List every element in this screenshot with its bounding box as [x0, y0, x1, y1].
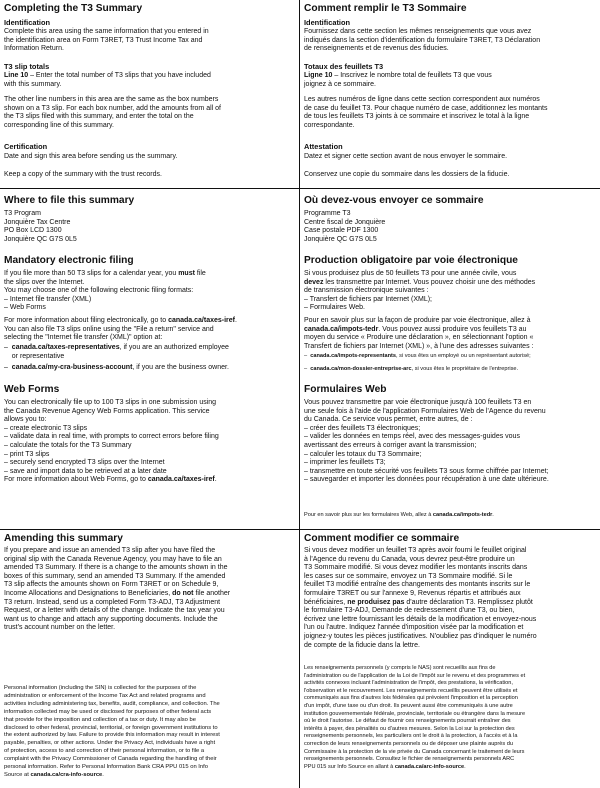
completing-title-fr: Comment remplir le T3 Sommaire: [304, 3, 467, 14]
privacy-notice: Personal information (including the SIN) is collected for the purposes of the administration or enforcement of the Income Tax Act and related programs and activities including administering tax, benefits, audit, compliance, and collection. The information collected may be used or disclosed for purposes of other federal acts that provide for the imposition and collection of a tax or duty. It may also be disclosed to other federal, provincial, territorial, or foreign government institutions to the extent authorized by law. Failure to provide this information may result in interest payable, penalties, or other actions. Under the Privacy Act, individuals have a right of protection, access to and correction of their personal information, or to file a complaint with the Privacy Commissioner of Canada regarding the handling of their personal information. Refer to Personal Information Bank CRA PPU 015 on Info Source at canada.ca/cra-info-source.: [4, 685, 220, 778]
mailing-address-fr: Programme T3 Centre fiscal de Jonquière Case postale PDF 1300 Jonquière QC G7S 0L5: [304, 210, 386, 243]
impots-tedr-link[interactable]: canada.ca/impots-tedr: [432, 512, 493, 518]
column-divider: [299, 188, 300, 529]
webforms-text-fr: Vous pouvez transmettre par voie électronique jusqu'à 100 feuillets T3 en une seule fois à l'aide de l'application Formulaires Web de l'Agence du revenu du Canada. Ce service vous permet, entre autres, de : – créer des feuillets T3 électroniques; – valider les données en temps réel, avec des messages-guides vous avertissant des erreurs à corriger avant la transmission; – calculer les totaux du T3 Sommaire; – imprimer les feuillets T3; – transmettre en toute sécurité vos feuillets T3 sous forme chiffrée par Internet; – sauvegarder et importer les données pour récupération à une date ultérieure.: [304, 399, 549, 484]
identification-text-fr: Fournissez dans cette section les mêmes renseignements que vous avez indiqués dans la section d'identification du formulaire T3RET, T3 Déclaration de renseignements et de revenus des fiducies.: [304, 28, 541, 53]
my-cra-business-account-link[interactable]: canada.ca/my-cra-business-account: [11, 364, 133, 371]
identification-heading-fr: Identification: [304, 18, 350, 27]
mandatory-text-fr: Si vous produisez plus de 50 feuillets T3 pour une année civile, vous devez les transmettre par Internet. Vous pouvez choisir une des méthodes de transmission électronique suivantes : – Transfert de fichiers par Internet (XML); – Formulaires Web.: [304, 270, 536, 312]
certification-heading-fr: Attestation: [304, 142, 343, 151]
certification-text: Date and sign this area before sending us the summary.: [4, 153, 178, 160]
section-divider: [0, 529, 600, 530]
certification-heading: Certification: [4, 142, 48, 151]
certification-text-fr: Datez et signer cette section avant de nous envoyer le sommaire.: [304, 153, 508, 160]
cra-info-source-link[interactable]: canada.ca/cra-info-source: [30, 771, 103, 778]
privacy-notice-fr: Les renseignements personnels (y compris le NAS) sont recueillis aux fins de l'administration ou de l'application de la Loi de l'impôt sur le revenu et des programmes et activités connexes incluant l'administration de l'impôt, des prestations, la vérification, l'observation et le recouvrement. Les renseignements recueillis peuvent être utilisés et communiqués aux fins d'autres lois fédérales qui prévoient l'imposition et la perception d'un impôt, d'une taxe ou d'un droit. Ils peuvent aussi être communiqués à une autre institution gouvernementale fédérale, provinciale, territoriale ou étrangère dans la mesure où le droit l'autorise. Le défaut de fournir ces renseignements pourrait entraîner des intérêts à payer, des pénalités ou d'autres mesures. Selon la Loi sur la protection des renseignements personnels, les particuliers ont le droit à la protection, à l'accès et à la correction de leurs renseignements personnels ou de déposer une plainte auprès du Commissaire à la protection de la vie privée du Canada concernant le traitement de leurs renseignements personnels. Consultez le fichier de renseignements personnels ARC PPU 015 sur Info Source en allant à canada.ca/arc-info-source.: [304, 665, 526, 770]
webforms-title-fr: Formulaires Web: [304, 384, 387, 395]
amending-text: If you prepare and issue an amended T3 slip after you have filed the original slip with the Canada Revenue Agency, you may have to file an amended T3 Summary. If there is a change to the amounts shown in the boxes of this summary, send an amended T3 Summary. If the amended T3 slip affects the amounts shown on Form T3RET or on Schedule 9, Income Allocations and Designations to Beneficiaries, do not file another T3 return. Instead, send us a completed Form T3-ADJ, T3 Adjustment Request, or a letter with details of the change. Indicate the tax year you want us to change and attach any supporting documents. Include the trust's account number on the letter.: [4, 547, 231, 632]
where-title: Where to file this summary: [4, 195, 135, 206]
amending-title: Amending this summary: [4, 533, 123, 544]
completing-title: Completing the T3 Summary: [4, 3, 143, 14]
impots-tedr-link[interactable]: canada.ca/impots-tedr: [304, 325, 379, 333]
column-divider: [299, 529, 300, 788]
section-divider: [0, 188, 600, 189]
representatives-bullet-fr: – canada.ca/impots-representants, si vous êtes un employé ou un représentant autorisé;: [304, 353, 531, 359]
keep-copy-text: Keep a copy of the summary with the trust records.: [4, 171, 162, 178]
identification-text: Complete this area using the same information that you entered in the identification area on Form T3RET, T3 Trust Income Tax and Information Return.: [4, 28, 209, 53]
slip-totals-heading: T3 slip totals: [4, 62, 50, 71]
mandatory-title: Mandatory electronic filing: [4, 255, 134, 266]
mandatory-title-fr: Production obligatoire par voie électronique: [304, 255, 518, 266]
arc-info-source-link[interactable]: canada.ca/arc-info-source: [394, 763, 465, 770]
mailing-address: T3 Program Jonquière Tax Centre PO Box LCD 1300 Jonquière QC G7S 0L5: [4, 210, 77, 243]
taxes-iref-link[interactable]: canada.ca/taxes-iref: [147, 476, 215, 484]
line10-text-fr: Ligne 10 – Inscrivez le nombre total de feuillets T3 que vous joignez à ce sommaire.: [304, 72, 492, 88]
webforms-title: Web Forms: [4, 384, 60, 395]
business-account-bullet-fr: – canada.ca/mon-dossier-entreprise-arc, si vous êtes le propriétaire de l'entreprise.: [304, 366, 519, 372]
taxes-representatives-link[interactable]: canada.ca/taxes-representatives: [11, 344, 120, 351]
filing-info-text: For more information about filing electronically, go to canada.ca/taxes-iref. You can also file T3 slips online using the "File a return" service and selecting the "Internet file transfer (XML)" option at:: [4, 317, 237, 342]
amending-text-fr: Si vous devez modifier un feuillet T3 après avoir fourni le feuillet original à l'Agence du revenu du Canada, vous devrez peut-être produire un T3 Sommaire modifié. Si vous devez modifier les montants inscrits dans les cases sur ce sommaire, envoyez un T3 Sommaire modifié. Si le feuillet T3 modifié entraîne des changements des montants inscrits sur le formulaire T3RET ou sur l'annexe 9, Revenus répartis et attribués aux bénéficiaires, ne produisez pas d'autre déclaration T3. Remplissez plutôt le formulaire T3-ADJ, Demande de redressement d'une T3, ou bien, écrivez une lettre fournissant les détails de la modification et envoyez-nous l'un ou l'autre. Indiquez l'année d'imposition visée par la modification et joignez-y toutes les pièces justificatives. N'oubliez pas d'indiquer le numéro de compte de la fiducie dans la lettre.: [304, 547, 537, 649]
taxes-iref-link[interactable]: canada.ca/taxes-iref: [168, 317, 235, 324]
impots-representants-link[interactable]: canada.ca/impots-representants: [310, 353, 397, 359]
representatives-bullet: – canada.ca/taxes-representatives, if you are an authorized employee or representative: [4, 344, 229, 360]
identification-heading: Identification: [4, 18, 50, 27]
slip-totals-heading-fr: Totaux des feuillets T3: [304, 62, 384, 71]
line10-text: Line 10 – Enter the total number of T3 slips that you have included with this summary.: [4, 72, 211, 88]
mandatory-text: If you file more than 50 T3 slips for a calendar year, you must file the slips over the Internet. You may choose one of the following electronic filing formats: – Internet file transfer (XML) – Web Forms: [4, 270, 206, 312]
mon-dossier-entreprise-arc-link[interactable]: canada.ca/mon-dossier-entreprise-arc: [310, 366, 412, 372]
keep-copy-text-fr: Conservez une copie du sommaire dans les dossiers de la fiducie.: [304, 171, 510, 178]
other-lines-text-fr: Les autres numéros de ligne dans cette section correspondent aux numéros de case du feuillet T3. Pour chaque numéro de case, additionnez les montants de tous les feuillets T3 joints à ce sommaire et inscrivez le total à la ligne correspondante.: [304, 96, 548, 129]
webforms-info-fr: Pour en savoir plus sur les formulaires Web, allez à canada.ca/impots-tedr.: [304, 512, 494, 518]
where-title-fr: Où devez-vous envoyer ce sommaire: [304, 195, 484, 206]
webforms-text: You can electronically file up to 100 T3 slips in one submission using the Canada Revenue Agency Web Forms application. This service allows you to: – create electronic T3 slips – validate data in real time, with prompts to correct errors before filing – calculate the totals for the T3 Summary – print T3 slips – securely send encrypted T3 slips over the Internet – save and import data to be retrieved at a later date For more information about Web Forms, go to canada.ca/taxes-iref.: [4, 399, 219, 484]
other-lines-text: The other line numbers in this area are the same as the box numbers shown on a T3 slip. For each box number, add the amounts from all of the T3 slips filed with this summary, and enter the total on the corresponding line of this summary.: [4, 96, 221, 129]
column-divider: [299, 0, 300, 188]
amending-title-fr: Comment modifier ce sommaire: [304, 533, 460, 544]
business-account-bullet: – canada.ca/my-cra-business-account, if you are the business owner.: [4, 364, 229, 371]
filing-info-text-fr: Pour en savoir plus sur la façon de produire par voie électronique, allez à canada.ca/impots-tedr. Vous pouvez aussi produire vos feuillets T3 au moyen du service « Produire une déclaration », en sélectionnant l'option « Transfert de fichiers par Internet (XML) », à l'une des adresses suivantes :: [304, 317, 534, 350]
